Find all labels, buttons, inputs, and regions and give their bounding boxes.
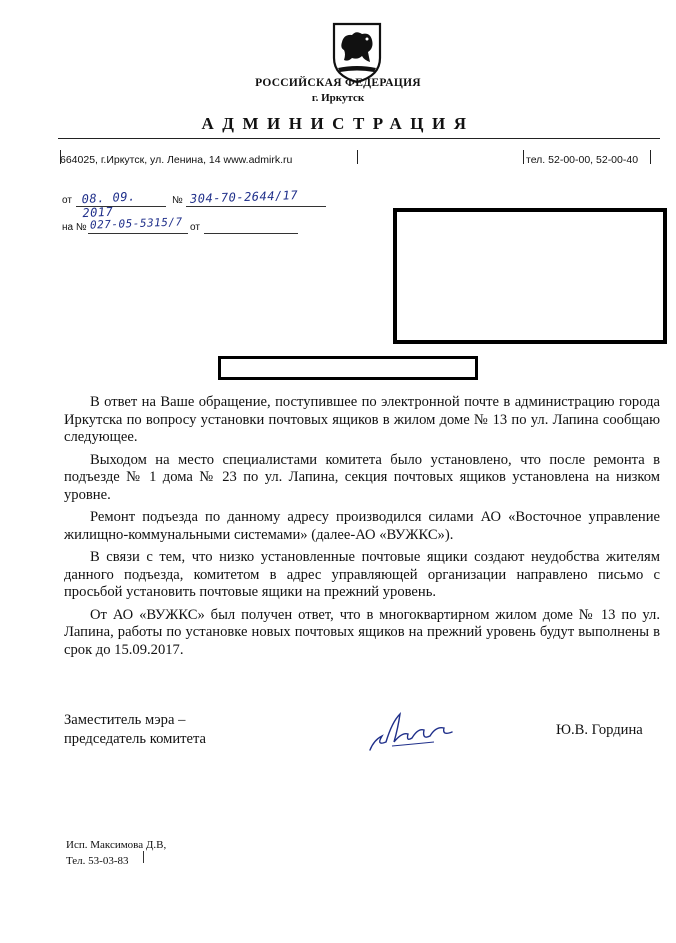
body-paragraph: В связи с тем, что низко установленные почтовые ящики создают неудобства жителям данного подъезда, комитетом в адрес управляющей организации направлено письмо с просьбой установить почтовые ящики на прежний уровень. (64, 549, 660, 600)
phone-line: тел. 52-00-00, 52-00-40 (526, 154, 639, 166)
ref-number-value: 027-05-5315/7 (89, 215, 183, 232)
executor-phone: Тел. 53-03-83 (66, 855, 129, 867)
phone-bracket-right (650, 150, 651, 164)
coat-of-arms-icon (330, 20, 384, 84)
signer-position (64, 711, 206, 749)
phone-bracket-left (523, 150, 524, 164)
signer-position-line2: председатель комитета (64, 731, 207, 747)
letter-body (64, 394, 660, 664)
salutation-redaction (218, 356, 478, 380)
executor-info (66, 837, 166, 869)
ref-label: на № (62, 222, 87, 233)
number-label: № (172, 195, 183, 206)
organization-title: АДМИНИСТРАЦИЯ (201, 114, 475, 133)
body-paragraph: Ремонт подъезда по данному адресу производился силами АО «Восточное управление жилищно-коммунальными системами» (далее-АО «ВУЖКС»). (64, 509, 660, 543)
executor-name: Исп. Максимова Д.В, (66, 839, 167, 851)
ref-number-field (88, 215, 188, 234)
recipient-redaction (393, 208, 667, 344)
ref-from-label: от (190, 222, 200, 233)
number-field (186, 188, 326, 207)
address-separator (357, 150, 358, 164)
address-line: 664025, г.Иркутск, ул. Ленина, 14 www.admirk.ru (60, 154, 293, 166)
signer-position-line1: Заместитель мэра – (64, 712, 186, 728)
from-label: от (62, 195, 72, 206)
country-heading: РОССИЙСКАЯ ФЕДЕРАЦИЯ (255, 77, 421, 89)
body-paragraph: В ответ на Ваше обращение, поступившее по электронной почте в администрацию города Иркутска по вопросу установки почтовых ящиков в жилом доме № 13 по ул. Лапина сообщаю следующее. (64, 394, 660, 445)
header-divider (58, 138, 660, 139)
signer-name: Ю.В. Гордина (556, 722, 643, 738)
footer-bracket (143, 851, 144, 863)
handwritten-signature (364, 706, 464, 758)
body-paragraph: Выходом на место специалистами комитета было установлено, что после ремонта в подъезде № 1 дома № 23 по ул. Лапина, секция почтовых ящиков установлена на низком уровне. (64, 451, 660, 503)
date-value: 08. 09. 2017 (81, 189, 137, 221)
body-paragraph: От АО «ВУЖКС» был получен ответ, что в многоквартирном жилом доме № 13 по ул. Лапина, работы по установке новых почтовых ящиков на прежний уровень будут выполнены в срок до 15.09.2017. (64, 606, 660, 658)
date-field (76, 189, 166, 221)
number-value: 304-70-2644/17 (189, 188, 299, 206)
ref-date-field (204, 219, 298, 234)
city-heading: г. Иркутск (311, 92, 365, 104)
